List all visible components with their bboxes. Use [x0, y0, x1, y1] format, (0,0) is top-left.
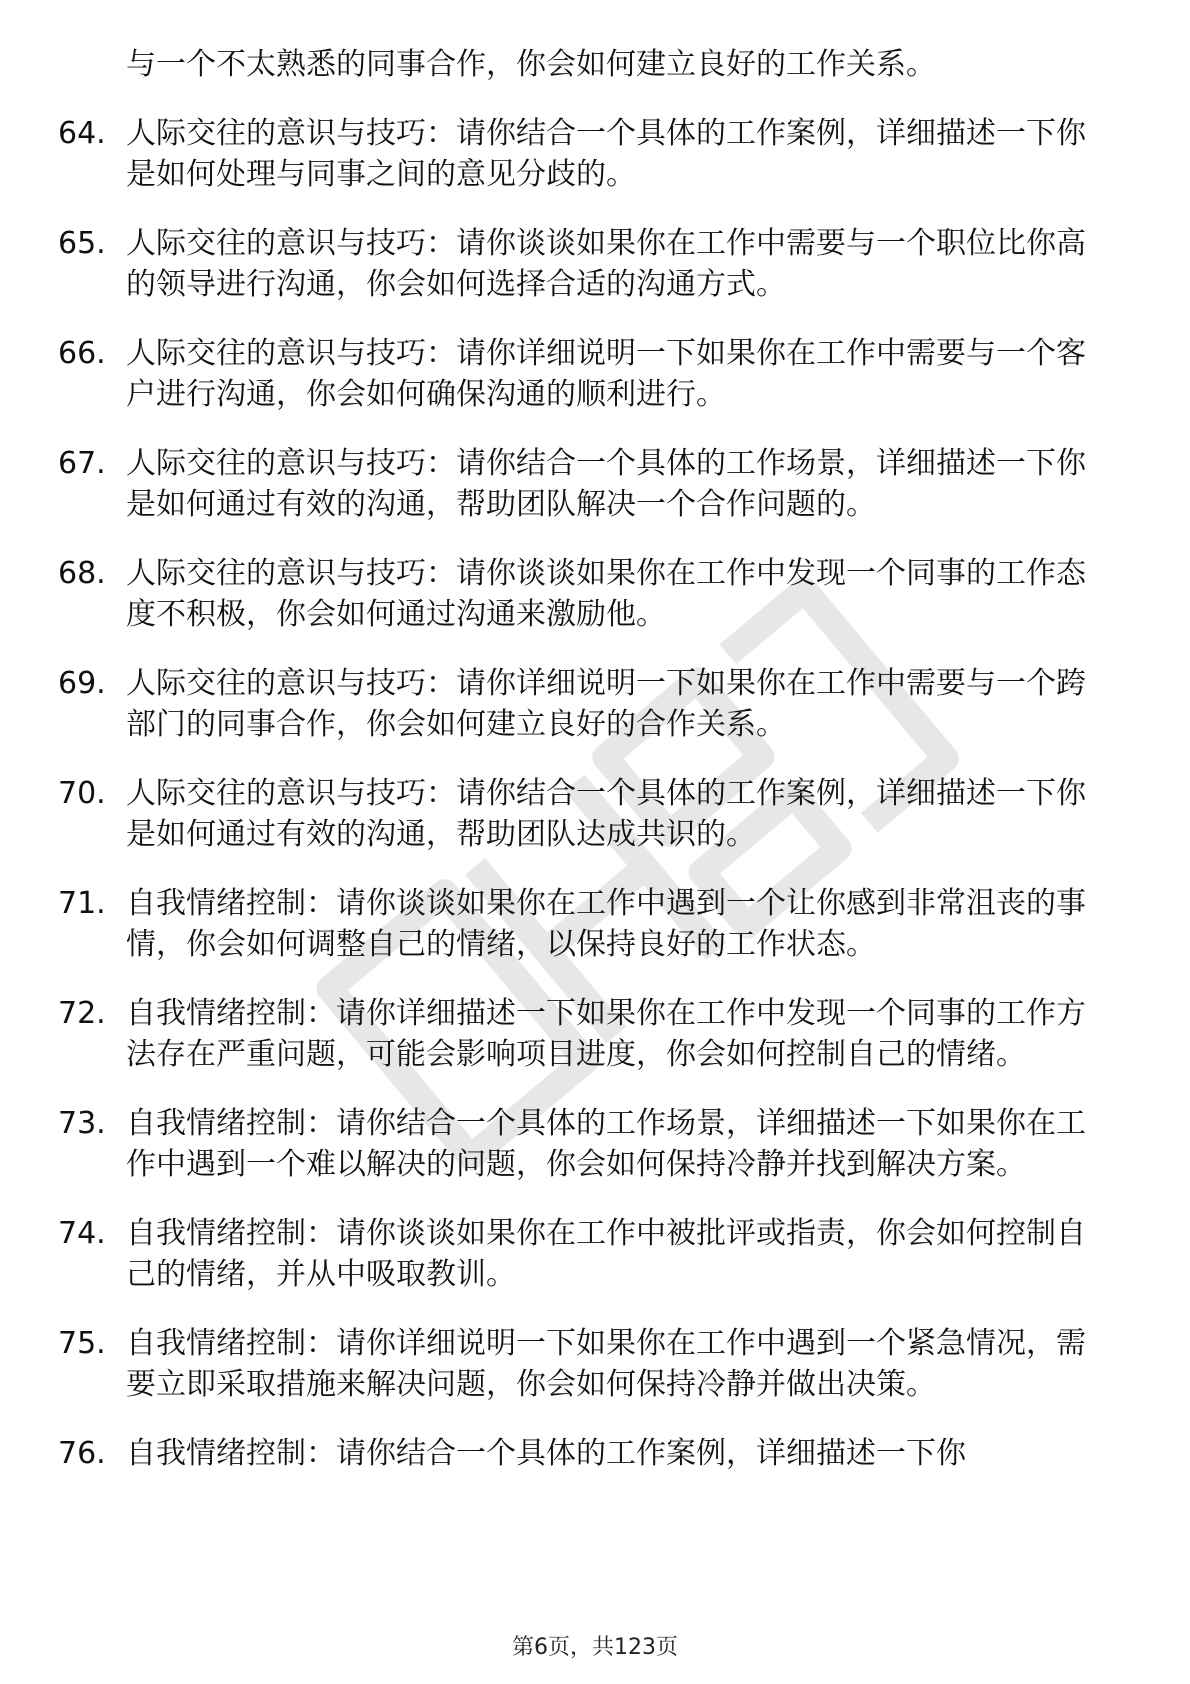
question-number: 68. — [58, 556, 106, 591]
question-text: 自我情绪控制：请你详细描述一下如果你在工作中发现一个同事的工作方法存在严重问题，可能会影响项目进度，你会如何控制自己的情绪。 — [126, 996, 1086, 1072]
question-number: 70. — [58, 776, 106, 811]
question-item — [58, 553, 1138, 635]
question-item — [58, 333, 1138, 415]
question-list — [58, 113, 1138, 1474]
question-number: 75. — [58, 1326, 106, 1361]
question-number: 65. — [58, 226, 106, 261]
question-item — [58, 1433, 1138, 1474]
question-item — [58, 773, 1138, 855]
question-item — [58, 1103, 1138, 1185]
question-item — [58, 443, 1138, 525]
question-text: 人际交往的意识与技巧：请你谈谈如果你在工作中发现一个同事的工作态度不积极，你会如何通过沟通来激励他。 — [126, 556, 1086, 632]
question-number: 73. — [58, 1106, 106, 1141]
question-number: 64. — [58, 116, 106, 151]
question-text: 自我情绪控制：请你结合一个具体的工作案例，详细描述一下你 — [126, 1436, 966, 1471]
question-text: 人际交往的意识与技巧：请你详细说明一下如果你在工作中需要与一个客户进行沟通，你会如何确保沟通的顺利进行。 — [126, 336, 1086, 412]
question-number: 72. — [58, 996, 106, 1031]
question-text: 人际交往的意识与技巧：请你详细说明一下如果你在工作中需要与一个跨部门的同事合作，你会如何建立良好的合作关系。 — [126, 666, 1086, 742]
question-number: 76. — [58, 1436, 106, 1471]
question-text: 人际交往的意识与技巧：请你结合一个具体的工作案例，详细描述一下你是如何处理与同事之间的意见分歧的。 — [126, 116, 1086, 192]
question-text: 自我情绪控制：请你谈谈如果你在工作中遇到一个让你感到非常沮丧的事情，你会如何调整自己的情绪，以保持良好的工作状态。 — [126, 886, 1086, 962]
question-item — [58, 993, 1138, 1075]
continuation-text: 与一个不太熟悉的同事合作，你会如何建立良好的工作关系。 — [126, 47, 936, 82]
question-number: 74. — [58, 1216, 106, 1251]
question-number: 71. — [58, 886, 106, 921]
question-number: 66. — [58, 336, 106, 371]
question-text: 人际交往的意识与技巧：请你结合一个具体的工作场景，详细描述一下你是如何通过有效的沟通，帮助团队解决一个合作问题的。 — [126, 446, 1086, 522]
question-number: 67. — [58, 446, 106, 481]
question-text: 人际交往的意识与技巧：请你结合一个具体的工作案例，详细描述一下你是如何通过有效的沟通，帮助团队达成共识的。 — [126, 776, 1086, 852]
question-text: 自我情绪控制：请你谈谈如果你在工作中被批评或指责，你会如何控制自己的情绪，并从中吸取教训。 — [126, 1216, 1086, 1292]
question-list-section — [58, 44, 1138, 1502]
question-number: 69. — [58, 666, 106, 701]
question-item — [58, 223, 1138, 305]
question-item — [58, 883, 1138, 965]
question-text: 人际交往的意识与技巧：请你谈谈如果你在工作中需要与一个职位比你高的领导进行沟通，你会如何选择合适的沟通方式。 — [126, 226, 1086, 302]
question-item — [58, 1323, 1138, 1405]
question-item — [58, 113, 1138, 195]
question-item — [58, 1213, 1138, 1295]
page-footer: 第6页，共123页 — [512, 1635, 678, 1660]
question-text: 自我情绪控制：请你详细说明一下如果你在工作中遇到一个紧急情况，需要立即采取措施来解决问题，你会如何保持冷静并做出决策。 — [126, 1326, 1086, 1402]
question-text: 自我情绪控制：请你结合一个具体的工作场景，详细描述一下如果你在工作中遇到一个难以解决的问题，你会如何保持冷静并找到解决方案。 — [126, 1106, 1086, 1182]
question-item — [58, 663, 1138, 745]
